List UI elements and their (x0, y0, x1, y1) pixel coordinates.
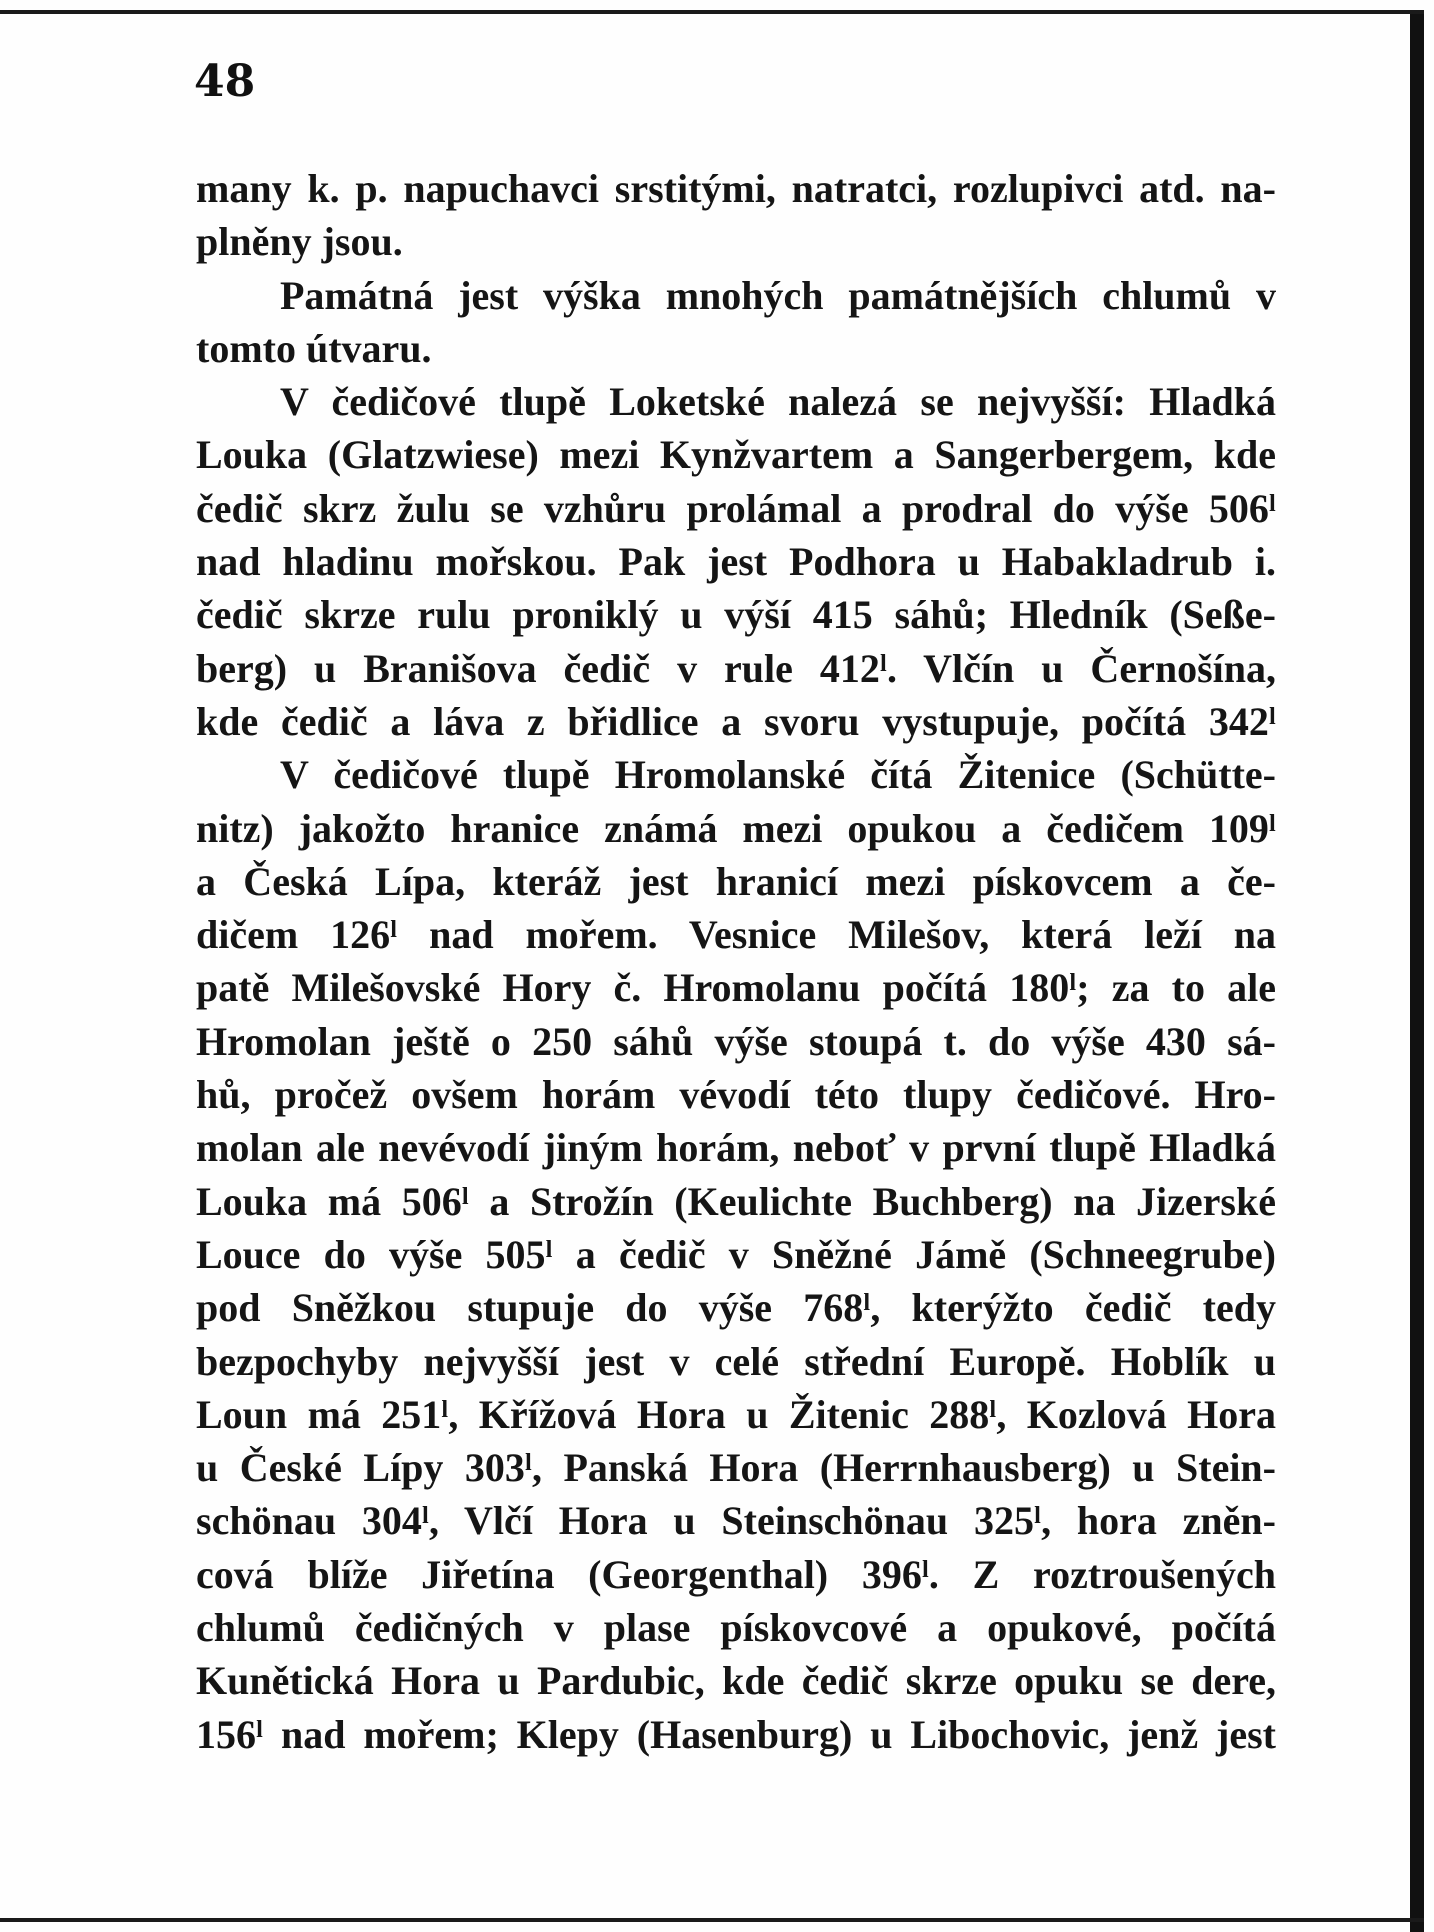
text-line: cová blíže Jiřetína (Georgenthal) 396ˡ. Z roztroušených (196, 1551, 1276, 1597)
text-line: Louce do výše 505ˡ a čedič v Sněžné Jámě (Schneegrube) (196, 1231, 1276, 1277)
text-line: plněny jsou. (196, 219, 403, 265)
text-line: molan ale nevévodí jiným horám, neboť v první tlupě Hladká (196, 1125, 1276, 1171)
text-line: Louka má 506ˡ a Strožín (Keulichte Buchberg) na Jizerské (196, 1178, 1276, 1224)
text-line: Loun má 251ˡ, Křížová Hora u Žitenic 288ˡ, Kozlová Hora (196, 1391, 1276, 1437)
text-line: 156ˡ nad mořem; Klepy (Hasenburg) u Libochovic, jenž jest (196, 1711, 1276, 1757)
text-line: hů, pročež ovšem horám vévodí této tlupy čedičové. Hro- (196, 1072, 1276, 1118)
text-line: tomto útvaru. (196, 325, 432, 371)
text-line: a Česká Lípa, kteráž jest hranicí mezi pískovcem a če- (196, 858, 1276, 904)
page-number: 48 (194, 56, 256, 107)
text-line: Louka (Glatzwiese) mezi Kynžvartem a Sangerbergem, kde (196, 432, 1276, 478)
text-line: Kunětická Hora u Pardubic, kde čedič skrze opuku se dere, (196, 1658, 1276, 1704)
text-line: schönau 304ˡ, Vlčí Hora u Steinschönau 325ˡ, hora zněn- (196, 1498, 1276, 1544)
text-line: many k. p. napuchavci srstitými, natratci, rozlupivci atd. na- (196, 166, 1276, 211)
text-line: V čedičové tlupě Loketské nalezá se nejvyšší: Hladká (280, 379, 1276, 425)
text-line: chlumů čedičných v plase pískovcové a opukové, počítá (196, 1605, 1276, 1651)
text-line: kde čedič a láva z břidlice a svoru vystupuje, počítá 342ˡ (196, 698, 1276, 744)
text-line: čedič skrze rulu proniklý u výší 415 sáhů; Hledník (Seße- (196, 592, 1276, 638)
scan-border-right (1410, 14, 1424, 1932)
text-line: V čedičové tlupě Hromolanské čítá Žitenice (Schütte- (280, 752, 1276, 798)
text-line: bezpochyby nejvyšší jest v celé střední Europě. Hoblík u (196, 1338, 1276, 1384)
text-line: čedič skrz žulu se vzhůru prolámal a prodral do výše 506ˡ (196, 485, 1276, 531)
text-line: Hromolan ještě o 250 sáhů výše stoupá t. do výše 430 sá- (196, 1018, 1276, 1064)
text-line: dičem 126ˡ nad mořem. Vesnice Milešov, která leží na (196, 912, 1276, 958)
text-line: pod Sněžkou stupuje do výše 768ˡ, kterýžto čedič tedy (196, 1285, 1276, 1331)
text-line: berg) u Branišova čedič v rule 412ˡ. Vlčín u Černošína, (196, 645, 1276, 691)
text-line: nitz) jakožto hranice známá mezi opukou a čedičem 109ˡ (196, 805, 1276, 851)
text-line: nad hladinu mořskou. Pak jest Podhora u Habakladrub i. (196, 539, 1276, 585)
scan-border-top (0, 10, 1424, 14)
scan-border-bottom (0, 1918, 1424, 1922)
body-text (196, 162, 1276, 1761)
text-line: patě Milešovské Hory č. Hromolanu počítá 180ˡ; za to ale (196, 965, 1276, 1011)
text-line: u České Lípy 303ˡ, Panská Hora (Herrnhausberg) u Stein- (196, 1445, 1276, 1491)
text-line: Památná jest výška mnohých památnějších chlumů v (280, 272, 1276, 318)
